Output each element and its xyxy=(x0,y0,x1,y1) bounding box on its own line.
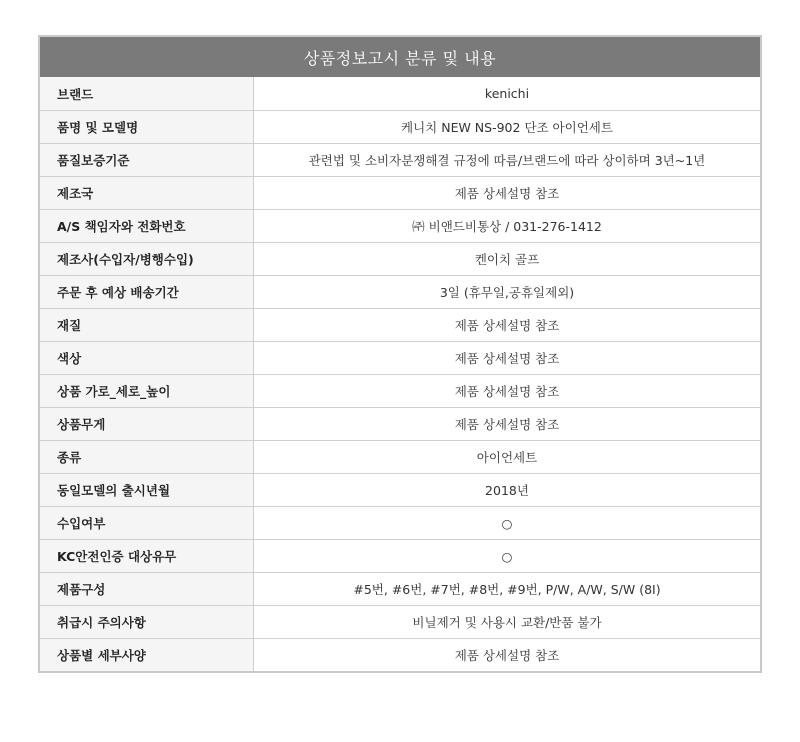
row-value: 제품 상세설명 참조 xyxy=(454,417,560,432)
table-row xyxy=(40,572,760,605)
row-value: 제품 상세설명 참조 xyxy=(454,648,560,663)
row-value: 제품 상세설명 참조 xyxy=(454,318,560,333)
table-row xyxy=(40,176,760,209)
row-value: 제품 상세설명 참조 xyxy=(454,384,560,399)
table-row xyxy=(40,242,760,275)
row-value: kenichi xyxy=(484,86,530,101)
table-row xyxy=(40,506,760,539)
table-row xyxy=(40,374,760,407)
table-row xyxy=(40,110,760,143)
row-value: 비닐제거 및 사용시 교환/반품 불가 xyxy=(412,615,602,630)
row-label: 제품구성 xyxy=(40,573,254,605)
table-row xyxy=(40,407,760,440)
table-row xyxy=(40,209,760,242)
row-label: 재질 xyxy=(40,309,254,341)
table-row xyxy=(40,143,760,176)
row-value: 아이언세트 xyxy=(476,450,538,465)
row-value: ○ xyxy=(501,515,513,531)
row-label: 제조국 xyxy=(40,177,254,209)
table-row xyxy=(40,605,760,638)
row-label: 브랜드 xyxy=(40,77,254,110)
row-value: 켄이치 골프 xyxy=(474,252,540,267)
table-row xyxy=(40,275,760,308)
table-row xyxy=(40,638,760,671)
row-value: 관련법 및 소비자분쟁해결 규정에 따름/브랜드에 따라 상이하며 3년~1년 xyxy=(308,153,706,168)
row-label: 품질보증기준 xyxy=(40,144,254,176)
row-label: 품명 및 모델명 xyxy=(40,111,254,143)
row-label: 수입여부 xyxy=(40,507,254,539)
row-value: 케니치 NEW NS-902 단조 아이언세트 xyxy=(401,120,613,135)
row-label: 종류 xyxy=(40,441,254,473)
row-label: 취급시 주의사항 xyxy=(40,606,254,638)
product-info-table xyxy=(38,35,762,673)
row-value: ○ xyxy=(501,548,513,564)
table-row xyxy=(40,473,760,506)
row-value: #5번, #6번, #7번, #8번, #9번, P/W, A/W, S/W (8I) xyxy=(353,582,661,597)
row-value: 3일 (휴무일,공휴일제외) xyxy=(439,285,575,300)
row-label: 상품무게 xyxy=(40,408,254,440)
table-row xyxy=(40,341,760,374)
row-label: 주문 후 예상 배송기간 xyxy=(40,276,254,308)
row-label: 색상 xyxy=(40,342,254,374)
table-row xyxy=(40,440,760,473)
row-label: A/S 책임자와 전화번호 xyxy=(40,210,254,242)
row-value: 제품 상세설명 참조 xyxy=(454,351,560,366)
table-title: 상품정보고시 분류 및 내용 xyxy=(40,37,760,77)
table-row xyxy=(40,77,760,110)
row-label: 상품 가로_세로_높이 xyxy=(40,375,254,407)
row-label: KC안전인증 대상유무 xyxy=(40,540,254,572)
table-row xyxy=(40,308,760,341)
table-row xyxy=(40,539,760,572)
row-label: 상품별 세부사양 xyxy=(40,639,254,671)
row-value: ㈜ 비앤드비통상 / 031-276-1412 xyxy=(412,219,602,234)
row-value: 제품 상세설명 참조 xyxy=(454,186,560,201)
row-label: 제조사(수입자/병행수입) xyxy=(40,243,254,275)
row-value: 2018년 xyxy=(485,483,529,498)
row-label: 동일모델의 출시년월 xyxy=(40,474,254,506)
table-body xyxy=(40,77,760,671)
